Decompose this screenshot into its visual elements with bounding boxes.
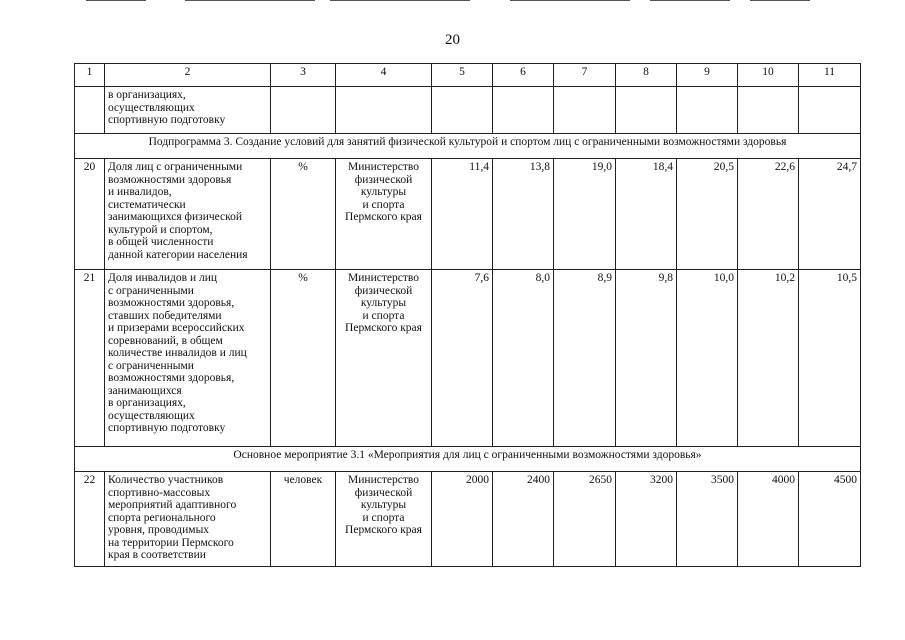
value-cell: 8,9 [554, 270, 616, 447]
table-row [75, 472, 861, 567]
value-cell: 20,5 [677, 159, 738, 270]
table-row [75, 270, 861, 447]
value-cell: 4000 [738, 472, 799, 567]
header-cell: 10 [738, 64, 799, 87]
header-row [75, 64, 861, 87]
value-cell: 8,0 [493, 270, 554, 447]
header-cell: 4 [336, 64, 432, 87]
indicator-name: Доля инвалидов и лиц с ограниченными возможностями здоровья, ставших победителями и призерами всероссийских соревнований, в общем количестве инвалидов и лиц с ограниченными возможностями здоровья, занимающихся в организациях, осуществляющих спортивную подготовку [105, 270, 271, 447]
header-cell: 8 [616, 64, 677, 87]
row-number: 22 [75, 472, 105, 567]
responsible-body: Министерство физической культуры и спорта Пермского края [336, 159, 432, 270]
unit: % [271, 159, 336, 270]
unit: человек [271, 472, 336, 567]
value-cell: 3500 [677, 472, 738, 567]
value-cell: 11,4 [432, 159, 493, 270]
value-cell: 24,7 [799, 159, 861, 270]
section-row-measure [75, 447, 861, 472]
value-cell: 2650 [554, 472, 616, 567]
value-cell: 2400 [493, 472, 554, 567]
value-cell: 3200 [616, 472, 677, 567]
subprogram-title: Подпрограмма 3. Создание условий для занятий физической культурой и спортом лиц с ограниченными возможностями здоровья [75, 134, 861, 159]
header-cell: 11 [799, 64, 861, 87]
responsible-body: Министерство физической культуры и спорта Пермского края [336, 270, 432, 447]
header-cell: 2 [105, 64, 271, 87]
indicator-name: Доля лиц с ограниченными возможностями здоровья и инвалидов, систематически занимающихся физической культурой и спортом, в общей численности данной категории населения [105, 159, 271, 270]
header-cell: 6 [493, 64, 554, 87]
responsible-body: Министерство физической культуры и спорта Пермского края [336, 472, 432, 567]
value-cell: 4500 [799, 472, 861, 567]
value-cell: 2000 [432, 472, 493, 567]
indicator-name: Количество участников спортивно-массовых мероприятий адаптивного спорта регионального уровня, проводимых на территории Пермского края в соответствии [105, 472, 271, 567]
value-cell: 9,8 [616, 270, 677, 447]
row-number: 20 [75, 159, 105, 270]
indicator-name: в организациях, осуществляющих спортивную подготовку [105, 87, 271, 134]
measure-title: Основное мероприятие 3.1 «Мероприятия для лиц с ограниченными возможностями здоровья» [75, 447, 861, 472]
header-cell: 3 [271, 64, 336, 87]
section-row-subprogram [75, 134, 861, 159]
header-cell: 9 [677, 64, 738, 87]
scan-top-edge [0, 0, 905, 2]
header-cell: 7 [554, 64, 616, 87]
value-cell: 19,0 [554, 159, 616, 270]
unit: % [271, 270, 336, 447]
value-cell: 13,8 [493, 159, 554, 270]
table-row-continuation [75, 87, 861, 134]
value-cell: 10,2 [738, 270, 799, 447]
header-cell: 5 [432, 64, 493, 87]
value-cell: 10,0 [677, 270, 738, 447]
value-cell: 22,6 [738, 159, 799, 270]
row-number: 21 [75, 270, 105, 447]
value-cell: 7,6 [432, 270, 493, 447]
header-cell: 1 [75, 64, 105, 87]
table-row [75, 159, 861, 270]
value-cell: 18,4 [616, 159, 677, 270]
page-number: 20 [445, 32, 460, 48]
indicators-table [74, 63, 861, 567]
value-cell: 10,5 [799, 270, 861, 447]
